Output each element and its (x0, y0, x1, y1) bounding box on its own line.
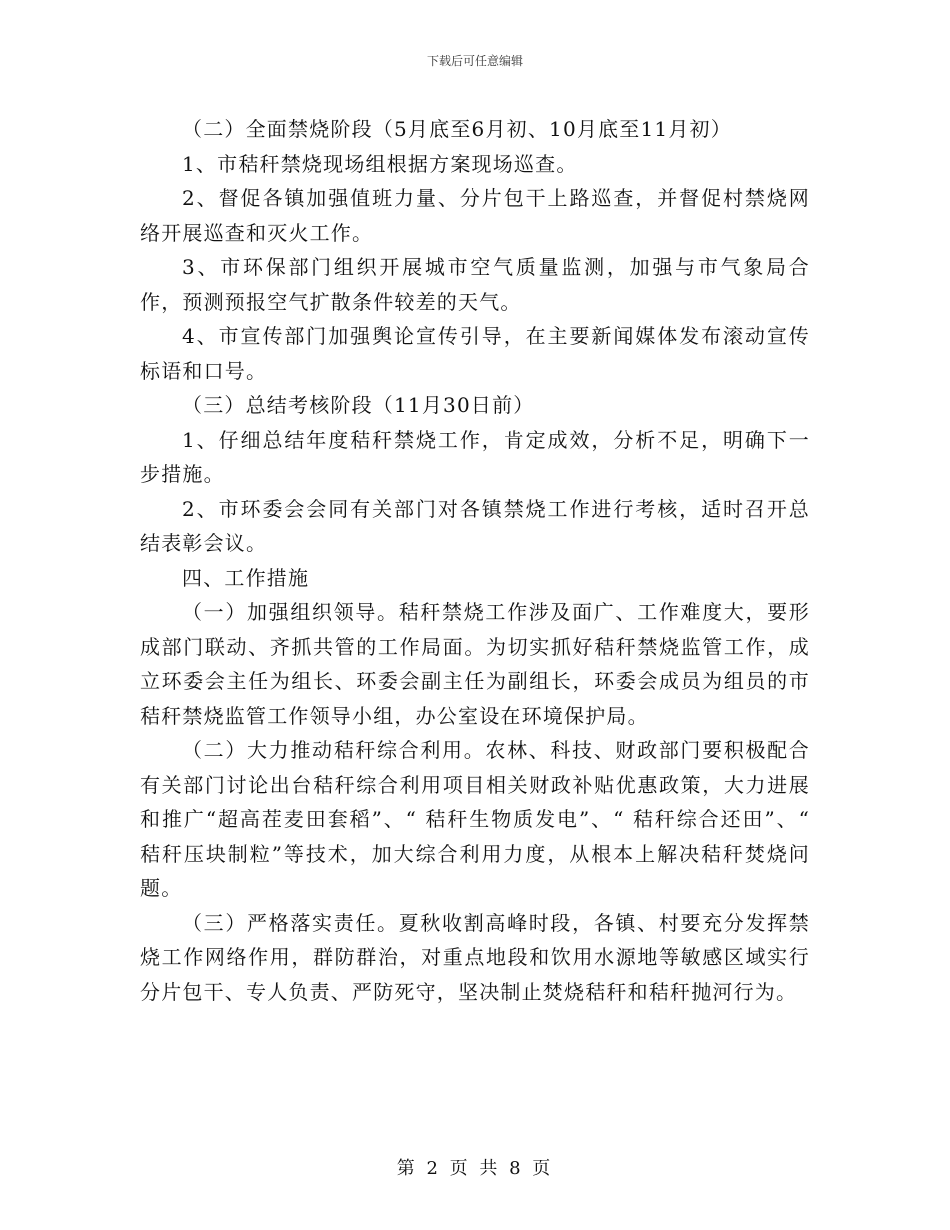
page-number: 第 2 页 共 8 页 (396, 1158, 554, 1179)
paragraph: （二）大力推动秸秆综合利用。农林、科技、财政部门要积极配合有关部门讨论出台秸秆综合利用项目相关财政补贴优惠政策，大力进展和推广“超高茬麦田套稻”、“ 秸秆生物质发电”、“ 秸秆综合还田”、“ 秸秆压块制粒”等技术，加大综合利用力度，从根本上解决秸秆焚烧问题。 (140, 738, 810, 900)
section-heading-phase-two: （二）全面禁烧阶段（5月底至6月初、10月底至11月初） (182, 117, 732, 141)
page-header-note: 下载后可任意编辑 (426, 54, 523, 68)
paragraph: 2、督促各镇加强值班力量、分片包干上路巡查，并督促村禁烧网络开展巡查和灭火工作。 (140, 186, 810, 245)
paragraph: 1、市秸秆禁烧现场组根据方案现场巡查。 (182, 151, 578, 176)
paragraph: （一）加强组织领导。秸秆禁烧工作涉及面广、工作难度大，要形成部门联动、齐抓共管的工作局面。为切实抓好秸秆禁烧监管工作，成立环委会主任为组长、环委会副主任为副组长，环委会成员为组员的市秸秆禁烧监管工作领导小组，办公室设在环境保护局。 (140, 600, 810, 728)
paragraph: 2、市环委会会同有关部门对各镇禁烧工作进行考核，适时召开总结表彰会议。 (140, 496, 810, 555)
paragraph: （三）严格落实责任。夏秋收割高峰时段，各镇、村要充分发挥禁烧工作网络作用，群防群治，对重点地段和饮用水源地等敏感区域实行分片包干、专人负责、严防死守，坚决制止焚烧秸秆和秸秆抛河行为。 (140, 910, 810, 1004)
paragraph: 3、市环保部门组织开展城市空气质量监测，加强与市气象局合作，预测预报空气扩散条件较差的天气。 (140, 255, 810, 314)
section-heading-work-measures: 四、工作措施 (182, 565, 310, 590)
document-body (140, 112, 810, 1009)
section-heading-phase-three: （三）总结考核阶段（11月30日前） (182, 393, 535, 417)
paragraph: 4、市宣传部门加强舆论宣传引导，在主要新闻媒体发布滚动宣传标语和口号。 (140, 324, 810, 383)
paragraph: 1、仔细总结年度秸秆禁烧工作，肯定成效，分析不足，明确下一步措施。 (140, 427, 810, 486)
